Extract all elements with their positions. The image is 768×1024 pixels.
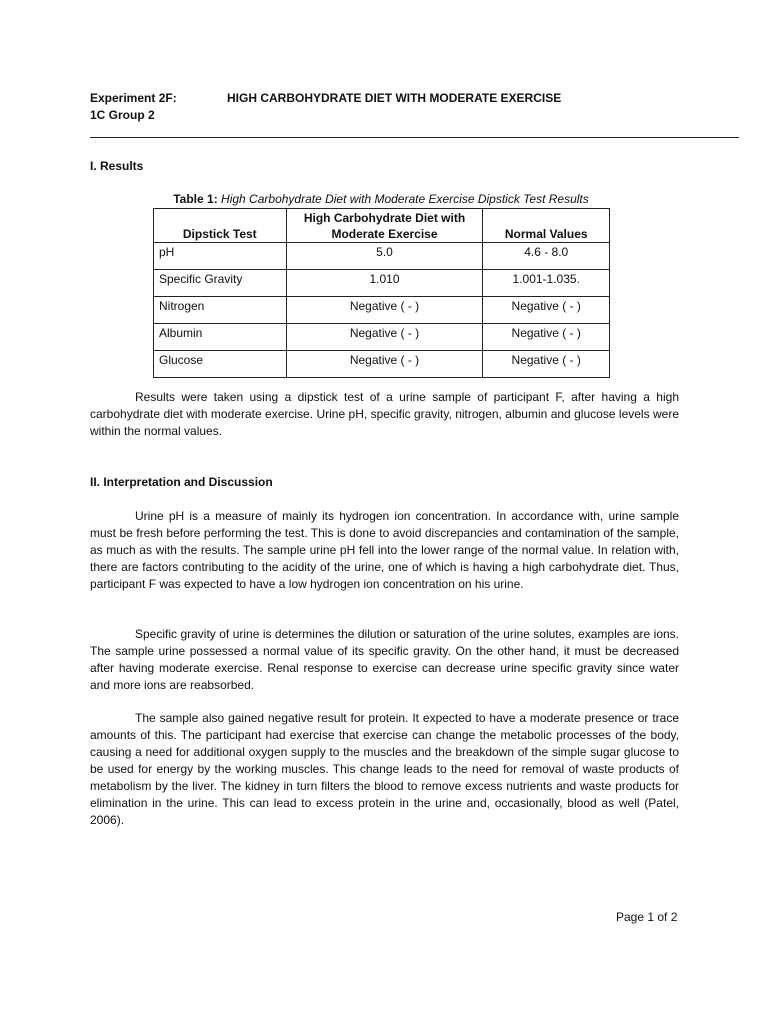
table-cell: Negative ( - ) [286,324,483,351]
table-header-row [154,209,610,243]
table-caption-prefix: Table 1: [173,192,218,206]
table-cell: Nitrogen [154,297,287,324]
column-header-diet-exercise: High Carbohydrate Diet with Moderate Exercise [286,209,483,243]
header-divider [90,137,739,138]
table-cell: Negative ( - ) [286,351,483,378]
column-header-dipstick-test: Dipstick Test [154,209,287,243]
table-row [154,351,610,378]
table-cell: Albumin [154,324,287,351]
group-label: 1C Group 2 [90,108,155,122]
table-cell: pH [154,243,287,270]
results-heading: I. Results [90,159,144,173]
page-number: Page 1 of 2 [616,910,678,924]
discussion-paragraph-ph: Urine pH is a measure of mainly its hydrogen ion concentration. In accordance with, urine sample must be fresh before performing the test. This is done to avoid discrepancies and contamination of the sample, as much as with the results. The sample urine pH fell into the lower range of the normal value. In relation with, there are factors contributing to the acidity of the urine, one of which is having a high carbohydrate diet. Thus, participant F was expected to have a low hydrogen ion concentration on his urine. [90,509,679,591]
results-paragraph: Results were taken using a dipstick test of a urine sample of participant F, after having a high carbohydrate diet with moderate exercise. Urine pH, specific gravity, nitrogen, albumin and glucose levels were within the normal values. [90,390,679,438]
experiment-label: Experiment 2F: [90,91,177,105]
table-cell: Negative ( - ) [286,297,483,324]
dipstick-results-table [153,208,610,378]
table-cell: Negative ( - ) [483,351,610,378]
table-row [154,270,610,297]
table-cell: 1.010 [286,270,483,297]
table-caption [153,192,609,206]
table-row [154,243,610,270]
table-cell: Negative ( - ) [483,324,610,351]
discussion-heading: II. Interpretation and Discussion [90,475,273,489]
table-row [154,324,610,351]
table-cell: Glucose [154,351,287,378]
column-header-normal-values: Normal Values [483,209,610,243]
discussion-paragraph-protein: The sample also gained negative result for protein. It expected to have a moderate presence or trace amounts of this. The participant had exercise that exercise can change the metabolic processes of the body, causing a need for additional oxygen supply to the muscles and the breakdown of the simple sugar glucose to be used for energy by the working muscles. This change leads to the need for removal of waste products of metabolism by the liver. The kidney in turn filters the blood to remove excess nutrients and waste products for elimination in the urine. This can lead to excess protein in the urine and, occasionally, blood as well (Patel, 2006). [90,711,679,827]
table-cell: 1.001-1.035. [483,270,610,297]
table-cell: Specific Gravity [154,270,287,297]
table-cell: 4.6 - 8.0 [483,243,610,270]
table-cell: Negative ( - ) [483,297,610,324]
table-row [154,297,610,324]
table-cell: 5.0 [286,243,483,270]
table-caption-text: High Carbohydrate Diet with Moderate Exercise Dipstick Test Results [221,192,589,206]
experiment-title: HIGH CARBOHYDRATE DIET WITH MODERATE EXERCISE [227,91,562,105]
discussion-paragraph-specific-gravity: Specific gravity of urine is determines the dilution or saturation of the urine solutes, examples are ions. The sample urine possessed a normal value of its specific gravity. On the other hand, it must be decreased after having moderate exercise. Renal response to exercise can decrease urine specific gravity since water and more ions are reabsorbed. [90,627,679,692]
